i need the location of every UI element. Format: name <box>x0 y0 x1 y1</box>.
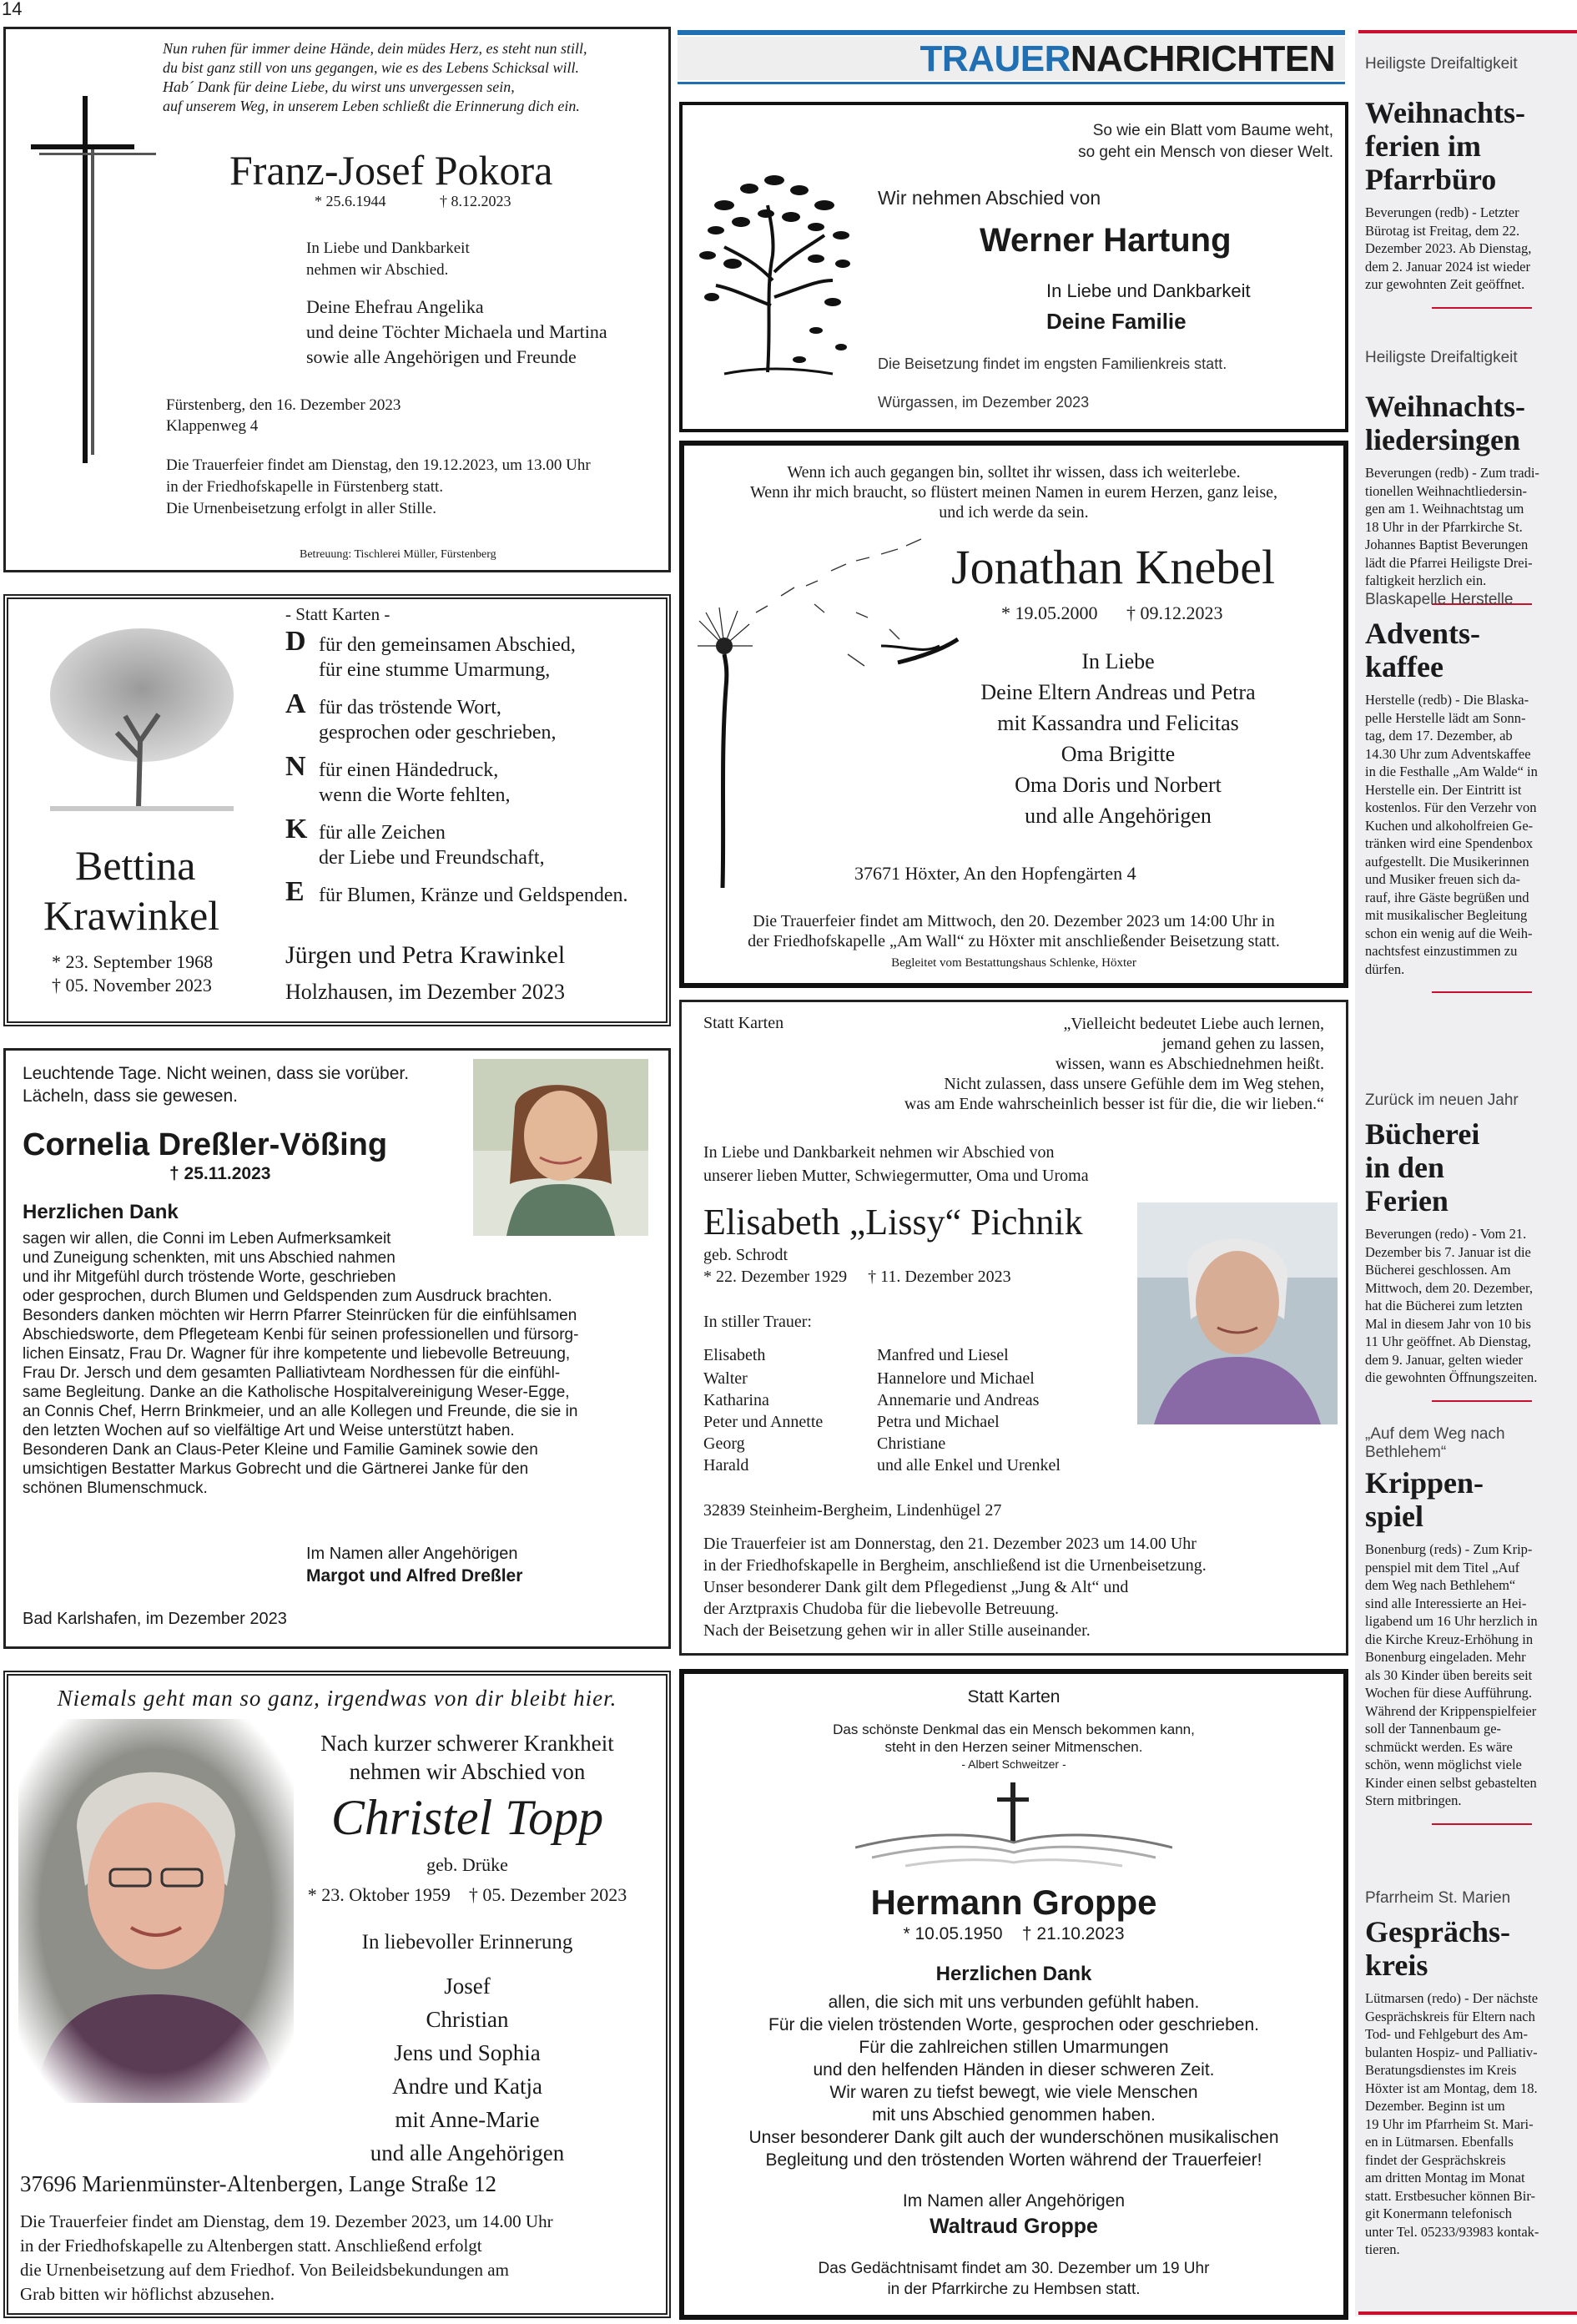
life-dates: * 10.05.1950 † 21.10.2023 <box>903 1924 1125 1943</box>
signers: Margot und Alfred Dreßler <box>306 1566 523 1585</box>
news-body-line: en in Lütmarsen. Ebenfalls <box>1365 2134 1514 2150</box>
news-title: in den <box>1365 1151 1445 1184</box>
sidebar-top-rule <box>1358 30 1577 33</box>
text-line: und Zuneigung schenkten, mit uns Abschied nahmen <box>23 1249 396 1267</box>
portrait-photo <box>473 1059 648 1236</box>
text-line: mit Kassandra und Felicitas <box>997 711 1239 735</box>
birth-date: * 23. September 1968 <box>52 951 214 972</box>
deceased-name: Hermann Groppe <box>870 1883 1157 1922</box>
news-body-line: Lütmarsen (redo) - Der nächste <box>1365 1990 1539 2006</box>
news-divider <box>1432 307 1532 309</box>
news-title: Pfarrbüro <box>1365 163 1497 196</box>
news-body-line: Dezember. Beginn ist um <box>1365 2098 1505 2114</box>
title-part-b: NACHRICHTEN <box>1070 38 1335 79</box>
news-body-line: 19 Uhr im Pfarrheim St. Mari- <box>1365 2115 1534 2132</box>
news-body-line: Beverungen (redb) - Letzter <box>1365 204 1519 220</box>
news-title: Advents- <box>1365 617 1481 650</box>
acrostic-text: für den gemeinsamen Abschied, <box>319 634 576 656</box>
news-body-line: Beverungen (redb) - Zum tradi- <box>1365 465 1539 481</box>
text-line: Das Gedächtnisamt findet am 30. Dezember um 19 Uhr <box>818 2260 1210 2277</box>
sidebar-bottom-rule <box>1358 2311 1577 2315</box>
address: 37671 Höxter, An den Hopfengärten 4 <box>854 863 1136 884</box>
text-line: sowie alle Angehörigen und Freunde <box>306 346 577 367</box>
family-name: Annemarie und Andreas <box>877 1391 1040 1409</box>
hartung-quote <box>1050 120 1333 164</box>
obituary-knebel <box>679 441 1348 988</box>
memorial-info <box>684 2258 1343 2300</box>
text-line: und ihr Mitgefühl durch tröstende Worte, geschrieben <box>23 1268 396 1286</box>
place-date: Holzhausen, im Dezember 2023 <box>285 980 566 1004</box>
news-divider <box>1432 1400 1532 1402</box>
poem-line: auf unserem Weg, in unserem Leben schließt die Erinnerung dich ein. <box>163 98 580 114</box>
text-line: Nach der Beisetzung gehen wir in aller Stille auseinander. <box>703 1621 1091 1640</box>
text-line: allen, die sich mit uns verbunden gefühlt haben. <box>828 1993 1200 2012</box>
text-line: Christian <box>426 2007 509 2032</box>
text-line: so geht ein Mensch von dieser Welt. <box>1078 144 1333 161</box>
statt-karten: Statt Karten <box>703 1014 784 1032</box>
text-line: Die Trauerfeier ist am Donnerstag, den 21. Dezember 2023 um 14.00 Uhr <box>703 1535 1197 1553</box>
news-body-line: dem Weg nach Bethlehem“ <box>1365 1577 1516 1593</box>
news-body-line: tieren. <box>1365 2241 1400 2257</box>
pokora-poem <box>163 39 587 116</box>
acrostic-text: für eine stumme Umarmung, <box>319 659 551 681</box>
text-line: und ich werde da sein. <box>939 503 1089 522</box>
text-line: oder gesprochen, durch Blumen und Geldspenden zum Ausdruck brachten. <box>23 1288 552 1305</box>
news-body-line: faltigkeit herzlich ein. <box>1365 572 1487 588</box>
family-name: Christiane <box>877 1434 946 1453</box>
text-line: in der Friedhofskapelle zu Altenbergen statt. Anschließend erfolgt <box>20 2236 482 2256</box>
news-body-line: Stern mitbringen. <box>1365 1792 1462 1808</box>
text-line: Josef <box>444 1974 491 1999</box>
obituary-topp <box>3 1671 671 2318</box>
section-header <box>678 30 1345 88</box>
news-body-line: Mal in diesem Jahr von 10 bis <box>1365 1315 1531 1332</box>
text-line: Unser besonderer Dank gilt auch der wunderschönen musikalischen <box>748 2128 1279 2147</box>
text-line: Andre und Katja <box>392 2074 542 2099</box>
news-body-line: am dritten Montag im Monat <box>1365 2170 1525 2185</box>
portrait-photo <box>1137 1202 1338 1424</box>
text-line: in der Pfarrkirche zu Hembsen statt. <box>887 2281 1141 2298</box>
news-body-line: findet der Gesprächskreis <box>1365 2151 1506 2168</box>
acrostic-text: der Liebe und Freundschaft, <box>319 847 545 869</box>
text-line: same Begleitung. Danke an die Katholische Hospitalvereinigung Weser-Egge, <box>23 1384 570 1401</box>
place-address <box>166 395 401 436</box>
news-body-line: pelle Herstelle lädt am Sonn- <box>1365 709 1526 726</box>
text-line: mit Anne-Marie <box>395 2107 540 2132</box>
family-list <box>935 646 1302 831</box>
news-title: Weihnachts- <box>1365 96 1526 129</box>
news-body-line: tionellen Weihnachtliedersin- <box>1365 482 1528 499</box>
news-kicker: „Auf dem Weg nach Bethlehem“ <box>1365 1425 1505 1461</box>
pichnik-quote <box>799 1014 1324 1114</box>
news-body-line: rauf, ihre Gäste begrüßen und <box>1365 889 1529 905</box>
acrostic-letter: E <box>285 876 305 907</box>
news-body-line: Tod- und Fehlgeburt des Am- <box>1365 2026 1528 2042</box>
news-kicker: Blaskapelle Herstelle <box>1365 591 1514 608</box>
news-body-line: Beratungsdienstes im Kreis <box>1365 2062 1517 2078</box>
birth-date: * 25.6.1944 <box>315 193 386 209</box>
death-date: † 8.12.2023 <box>440 193 511 209</box>
news-body-line: tränken wird eine Spendenbox <box>1365 835 1534 851</box>
news-body-line: Während der Krippenspielfeier <box>1365 1702 1537 1719</box>
undertaker: Begleitet vom Bestattungshaus Schlenke, Höxter <box>891 956 1136 970</box>
text-line: So wie ein Blatt vom Baume weht, <box>1092 122 1333 139</box>
news-kicker: Zurück im neuen Jahr <box>1365 1091 1519 1109</box>
deceased-name: Jonathan Knebel <box>951 540 1276 594</box>
title-part-a: TRAUER <box>919 38 1071 79</box>
text-line: Klappenweg 4 <box>166 417 259 435</box>
knebel-verse <box>684 462 1343 522</box>
news-body-line: schmückt werden. Es wäre <box>1365 1738 1513 1755</box>
maiden-name: geb. Drüke <box>426 1854 508 1875</box>
text-line: und alle Angehörigen <box>1025 804 1212 828</box>
news-body-line: 18 Uhr in der Pfarrkirche St. <box>1365 518 1523 535</box>
address: 32839 Steinheim-Bergheim, Lindenhügel 27 <box>703 1501 1002 1520</box>
text-line: jemand gehen zu lassen, <box>1161 1035 1324 1053</box>
text-line: Für die vielen tröstenden Worte, gesprochen oder geschrieben. <box>768 2015 1259 2034</box>
news-kicker: Heiligste Dreifaltigkeit <box>1365 349 1518 366</box>
text-line: Das schönste Denkmal das ein Mensch bekommen kann, <box>833 1722 1195 1737</box>
farewell-intro <box>703 1141 1089 1187</box>
deceased-name: Cornelia Dreßler-Vößing <box>23 1127 388 1162</box>
news-body-line: bulanten Hospiz- und Palliativ- <box>1365 2044 1538 2060</box>
tree-leaves-illustration <box>691 155 858 381</box>
text-line: In Liebe und Dankbarkeit nehmen wir Abschied von <box>703 1143 1055 1162</box>
text-line: Wenn ich auch gegangen bin, solltet ihr wissen, dass ich weiterlebe. <box>787 463 1241 481</box>
sign-intro: Im Namen aller Angehörigen <box>306 1545 518 1563</box>
death-date: † 05. November 2023 <box>52 975 212 996</box>
news-body-line: lädt die Pfarrei Heiligste Drei- <box>1365 554 1533 571</box>
text-line: steht in den Herzen seiner Mitmenschen. <box>884 1739 1143 1755</box>
news-body-line: tag, dem 17. Dezember, ab <box>1365 728 1513 744</box>
text-line: In Liebe und Dankbarkeit <box>306 239 470 257</box>
news-body-line: kostenlos. Für den Verzehr von <box>1365 799 1537 815</box>
text-line: der Arztpraxis Chudoba für die liebevolle Betreuung. <box>703 1600 1059 1618</box>
news-body-line: schon ein wenig auf die Weih- <box>1365 925 1533 941</box>
family-name: Katharina <box>703 1391 769 1409</box>
text-line: Besonderen Dank an Claus-Peter Kleine und Familie Gaminek sowie den <box>23 1441 538 1459</box>
poem-line: du bist ganz still von uns gegangen, wie es des Lebens Schicksal will. <box>163 59 579 76</box>
text-line: Nicht zulassen, dass unsere Gefühle dem im Weg stehen, <box>944 1075 1324 1093</box>
news-body-line: ligabend um 16 Uhr herzlich in <box>1365 1613 1538 1629</box>
text-line: umsichtigen Bestatter Markus Gobrecht und die Gärtnerei Janke für den <box>23 1460 529 1478</box>
poem-line: Nun ruhen für immer deine Hände, dein müdes Herz, es steht nun still, <box>163 40 587 57</box>
text-line: Jens und Sophia <box>394 2040 541 2065</box>
memory-heading: In liebevoller Erinnerung <box>361 1931 573 1953</box>
news-body-line: dem 9. Januar, gelten wieder <box>1365 1351 1524 1368</box>
news-body-line: unter Tel. 05233/93983 kontak- <box>1365 2223 1539 2240</box>
text-line: Für die zahlreichen stillen Umarmungen <box>859 2038 1169 2057</box>
deceased-name: Franz-Josef Pokora <box>229 147 553 194</box>
news-body-line: Beverungen (redo) - Vom 21. <box>1365 1226 1527 1242</box>
news-body-line: Kinder einen selbst gebastelten <box>1365 1774 1537 1791</box>
burial-note: Die Beisetzung findet im engsten Familienkreis statt. <box>878 355 1227 372</box>
thanks-text <box>306 238 470 281</box>
life-dates: * 22. Dezember 1929 † 11. Dezember 2023 <box>703 1268 1011 1286</box>
portrait-photo <box>18 1719 294 2103</box>
news-body-line: penspiel mit dem Titel „Auf <box>1365 1559 1520 1575</box>
news-body-line: Kuchen und alkoholfreien Ge- <box>1365 817 1534 834</box>
news-body-line: und Musiker freuen sich da- <box>1365 871 1521 887</box>
acrostic-letter: A <box>285 688 306 719</box>
family-name: Georg <box>703 1434 745 1453</box>
news-body-line: hat die Bücherei zum letzten <box>1365 1298 1523 1313</box>
section-title <box>920 38 1335 80</box>
birth-date: * 19.05.2000 <box>1001 602 1098 623</box>
news-title: kreis <box>1365 1948 1428 1982</box>
news-title: Bücherei <box>1365 1117 1480 1151</box>
text-line: Deine Eltern Andreas und Petra <box>980 680 1256 704</box>
love-text: In Liebe und Dankbarkeit <box>1046 280 1251 301</box>
dandelion-illustration <box>689 521 965 896</box>
text-line: Oma Doris und Norbert <box>1015 773 1222 797</box>
text-line: Oma Brigitte <box>1061 742 1176 766</box>
text-line: Begleitung und den tröstenden Worten während der Trauerfeier! <box>765 2150 1262 2170</box>
last-name: Krawinkel <box>43 892 220 939</box>
news-body-line: zur gewohnten Zeit geöffnet. <box>1365 276 1525 292</box>
news-body-line: Bonenburg eingeladen. Mehr <box>1365 1649 1526 1665</box>
family-name: Walter <box>703 1369 748 1388</box>
news-body-line: dem 2. Januar 2024 ist wieder <box>1365 258 1530 275</box>
news-body-line: Dezember 2023. Ab Dienstag, <box>1365 240 1532 256</box>
acrostic-text: wenn die Worte fehlten, <box>319 784 511 806</box>
text-line: in der Friedhofskapelle in Fürstenberg statt. <box>166 478 444 496</box>
death-date: † 09.12.2023 <box>1126 602 1223 623</box>
news-body-line: Herstelle (redb) - Die Blaska- <box>1365 692 1529 708</box>
news-body-line: Wochen für diese Aufführung. <box>1365 1685 1532 1701</box>
family-name: Petra und Michael <box>877 1413 1000 1431</box>
signer: Waltraud Groppe <box>930 2215 1098 2238</box>
news-body-line: soll der Tannenbaum ge- <box>1365 1721 1502 1737</box>
farewell-intro <box>284 1729 651 1786</box>
groppe-quote <box>684 1721 1343 1773</box>
tree-illustration <box>42 616 242 816</box>
farewell-intro: Wir nehmen Abschied von <box>878 187 1101 209</box>
text-line: Die Urnenbeisetzung erfolgt in aller Stille. <box>166 500 436 517</box>
text-line: was am Ende wahrscheinlich besser ist für die, die wir lieben.“ <box>904 1095 1324 1113</box>
first-name: Bettina <box>75 842 196 889</box>
news-body-line: Herstelle ein. Der Eintritt ist <box>1365 781 1522 798</box>
family-name: Elisabeth <box>703 1346 766 1364</box>
news-body-line: schön, wenn möglichst viele <box>1365 1757 1522 1772</box>
obituary-groppe <box>679 1669 1348 2320</box>
text-line: nehmen wir Abschied. <box>306 261 449 279</box>
news-title: spiel <box>1365 1500 1424 1533</box>
deceased-name: Elisabeth „Lissy“ Pichnik <box>703 1202 1083 1243</box>
text-line: Deine Ehefrau Angelika <box>306 296 484 317</box>
text-line: Fürstenberg, den 16. Dezember 2023 <box>166 396 401 414</box>
undertaker: Betreuung: Tischlerei Müller, Fürstenberg <box>300 548 496 561</box>
address: 37696 Marienmünster-Altenbergen, Lange Straße 12 <box>20 2171 497 2196</box>
text-line: schönen Blumenschmuck. <box>23 1480 208 1497</box>
news-body-line: die Kirche Kreuz-Erhöhung in <box>1365 1631 1534 1647</box>
grief-heading: In stiller Trauer: <box>703 1313 812 1331</box>
text-line: wissen, wann es Abschiednehmen heißt. <box>1055 1055 1324 1073</box>
thanks-heading: Herzlichen Dank <box>935 1963 1092 1985</box>
thanks-body <box>684 1991 1343 2171</box>
statt-karten: Statt Karten <box>967 1687 1061 1706</box>
news-body-line: in die Festhalle „Am Walde“ in <box>1365 764 1538 779</box>
text-line: nehmen wir Abschied von <box>349 1759 586 1784</box>
family-name: Hannelore und Michael <box>877 1369 1035 1388</box>
news-body-line: Johannes Baptist Beverungen <box>1365 537 1529 552</box>
service-info <box>703 1533 1207 1641</box>
deceased-name: Christel Topp <box>330 1790 604 1845</box>
news-body-line: gen am 1. Weihnachtstag um <box>1365 501 1524 517</box>
obituary-dressler <box>3 1048 671 1649</box>
news-body-line: die gewohnten Öffnungszeiten. <box>1365 1369 1538 1385</box>
service-info <box>166 455 591 520</box>
news-title: ferien im <box>1365 129 1481 163</box>
page-number: 14 <box>2 0 23 19</box>
news-title: Ferien <box>1365 1184 1449 1217</box>
thanks-heading: Herzlichen Dank <box>23 1201 179 1223</box>
news-divider <box>1432 1823 1532 1825</box>
news-sidebar <box>1355 30 1577 2316</box>
news-body-line: Höxter ist am Montag, dem 18. <box>1365 2080 1538 2096</box>
service-info <box>20 2210 553 2306</box>
family-name: Manfred und Liesel <box>877 1346 1009 1364</box>
intro-text <box>23 1062 409 1107</box>
news-kicker: Heiligste Dreifaltigkeit <box>1365 55 1518 73</box>
obituary-pokora <box>3 27 671 572</box>
text-line: - Albert Schweitzer - <box>961 1757 1066 1771</box>
acrostic-text: gesprochen oder geschrieben, <box>319 722 557 744</box>
poem-line: Hab´ Dank für deine Liebe, du wirst uns unvergessen sein, <box>163 78 515 95</box>
acrostic-letter: D <box>285 626 306 657</box>
news-body-line: 11 Uhr geöffnet. Ab Dienstag, <box>1365 1333 1531 1349</box>
motto: Niemals geht man so ganz, irgendwas von dir bleibt hier. <box>57 1686 617 1711</box>
news-body-line: Dezember bis 7. Januar ist die <box>1365 1243 1531 1260</box>
news-body-line: aufgestellt. Die Musikerinnen <box>1365 853 1529 870</box>
place-date: Würgassen, im Dezember 2023 <box>878 394 1090 411</box>
sign-intro: Im Namen aller Angehörigen <box>902 2191 1126 2211</box>
text-line: Grab bitten wir höflichst abzusehen. <box>20 2284 275 2304</box>
family-name: Peter und Annette <box>703 1413 824 1431</box>
text-line: Die Trauerfeier findet am Mittwoch, den 20. Dezember 2023 um 14:00 Uhr in <box>753 912 1275 930</box>
text-line: lichen Einsatz, Frau Dr. Wagner für ihre kompetente und liebevolle Betreuung, <box>23 1345 571 1363</box>
news-title: liedersingen <box>1365 423 1520 456</box>
life-dates: * 23. Oktober 1959 † 05. Dezember 2023 <box>307 1884 627 1905</box>
text-line: In Liebe <box>1081 649 1155 673</box>
text-line: Abschiedsworte, dem Pflegeteam Kenbi für seinen professionellen und fürsorg- <box>23 1326 579 1343</box>
thanks-body <box>23 1229 578 1498</box>
text-line: unserer lieben Mutter, Schwiegermutter, Oma und Uroma <box>703 1167 1089 1185</box>
text-line: Nach kurzer schwerer Krankheit <box>320 1731 614 1756</box>
header-top-rule <box>678 30 1345 35</box>
news-title: Gesprächs- <box>1365 1915 1510 1948</box>
family-name: und alle Enkel und Urenkel <box>877 1456 1061 1475</box>
text-line: an Connis Chef, Herrn Brinkmeier, und an alle Kollegen und Freunde, die sie in <box>23 1403 578 1420</box>
news-body-line: Bonenburg (reds) - Zum Krip- <box>1365 1541 1533 1557</box>
news-title: kaffee <box>1365 650 1443 683</box>
family-list <box>284 1969 651 2170</box>
maiden-name: geb. Schrodt <box>703 1246 788 1264</box>
text-line: und deine Töchter Michaela und Martina <box>306 321 607 342</box>
family-name: Harald <box>703 1456 749 1475</box>
acrostic-letter: K <box>285 814 308 844</box>
text-line: der Friedhofskapelle „Am Wall“ zu Höxter mit anschließender Beisetzung statt. <box>748 932 1280 950</box>
place-date: Bad Karlshafen, im Dezember 2023 <box>23 1610 287 1628</box>
text-line: Unser besonderer Dank gilt dem Pflegedienst „Jung & Alt“ und <box>703 1578 1129 1596</box>
obituary-krawinkel <box>3 594 671 1026</box>
news-body-line: statt. Erstbesucher können Bir- <box>1365 2187 1536 2204</box>
acrostic-text: für Blumen, Kränze und Geldspenden. <box>319 885 628 906</box>
acrostic-text: für das tröstende Wort, <box>319 697 501 718</box>
text-line: Wir waren zu tiefst bewegt, wie viele Menschen <box>829 2083 1198 2102</box>
text-line: „Vielleicht bedeutet Liebe auch lernen, <box>1063 1015 1324 1033</box>
text-line: Frau Dr. Jersch und dem gesamten Palliativteam Nordhessen für die einfühl- <box>23 1364 561 1382</box>
news-body-line: Bücherei geschlossen. Am <box>1365 1262 1511 1278</box>
news-divider <box>1432 991 1532 993</box>
acrostic-letter: N <box>285 751 306 782</box>
text-line: mit uns Abschied genommen haben. <box>872 2105 1156 2125</box>
news-kicker: Pfarrheim St. Marien <box>1365 1889 1511 1907</box>
statt-karten: - Statt Karten - <box>285 604 390 624</box>
news-body-line: mit musikalischer Begleitung <box>1365 907 1528 923</box>
acrostic-text: für alle Zeichen <box>319 822 446 844</box>
news-body-line: dürfen. <box>1365 960 1405 977</box>
news-body-line: git Konermann telefonisch <box>1365 2206 1512 2221</box>
text-line: die Urnenbeisetzung auf dem Friedhof. Von Beileidsbekundungen am <box>20 2260 509 2280</box>
news-body-line: nachtsfest einzustimmen zu <box>1365 943 1518 959</box>
text-line: Wenn ihr mich braucht, so flüstert meinen Namen in eurem Herzen, ganz leise, <box>749 483 1278 502</box>
news-body-line: Gesprächskreis für Eltern nach <box>1365 2008 1535 2024</box>
text-line: sagen wir allen, die Conni im Leben Aufmerksamkeit <box>23 1230 391 1248</box>
text-line: Besonders danken möchten wir Herrn Pfarrer Steinrücken für die einfühlsamen <box>23 1307 577 1324</box>
obituary-pichnik <box>679 1000 1348 1656</box>
service-info <box>684 911 1343 951</box>
acrostic-text: für einen Händedruck, <box>319 759 499 781</box>
text-line: Leuchtende Tage. Nicht weinen, dass sie vorüber. <box>23 1064 410 1083</box>
text-line: Lächeln, dass sie gewesen. <box>23 1086 238 1106</box>
deceased-name: Werner Hartung <box>980 222 1232 259</box>
news-body-line: Bürotag ist Freitag, dem 22. <box>1365 222 1520 239</box>
news-title: Weihnachts- <box>1365 390 1526 423</box>
news-title: Krippen- <box>1365 1466 1484 1500</box>
text-line: Die Trauerfeier findet am Dienstag, dem 19. Dezember 2023, um 14.00 Uhr <box>20 2211 553 2231</box>
text-line: und den helfenden Händen in dieser schweren Zeit. <box>813 2060 1215 2080</box>
obituary-hartung <box>679 102 1348 432</box>
cross-icon <box>31 96 156 463</box>
family-list <box>306 295 607 370</box>
news-body-line: als 30 Kinder üben bereits seit <box>1365 1666 1533 1683</box>
cross-landscape-icon <box>855 1781 1172 1873</box>
text-line: in der Friedhofskapelle in Bergheim, anschließend ist die Urnenbeisetzung. <box>703 1556 1207 1575</box>
family-signature: Deine Familie <box>1046 309 1187 334</box>
news-body-line: sind alle Interessierte an Hei- <box>1365 1595 1527 1611</box>
text-line: und alle Angehörigen <box>370 2140 565 2165</box>
news-body-line: 14.30 Uhr zum Adventskaffee <box>1365 745 1531 762</box>
signers: Jürgen und Petra Krawinkel <box>285 941 566 969</box>
text-line: den letzten Wochen auf so vielfältige Art und Weise unterstützt haben. <box>23 1422 515 1439</box>
header-bottom-rule <box>678 82 1345 84</box>
death-date: † 25.11.2023 <box>169 1164 271 1183</box>
text-line: Die Trauerfeier findet am Dienstag, den 19.12.2023, um 13.00 Uhr <box>166 456 591 474</box>
news-body-line: Mittwoch, dem 20. Dezember, <box>1365 1279 1533 1296</box>
